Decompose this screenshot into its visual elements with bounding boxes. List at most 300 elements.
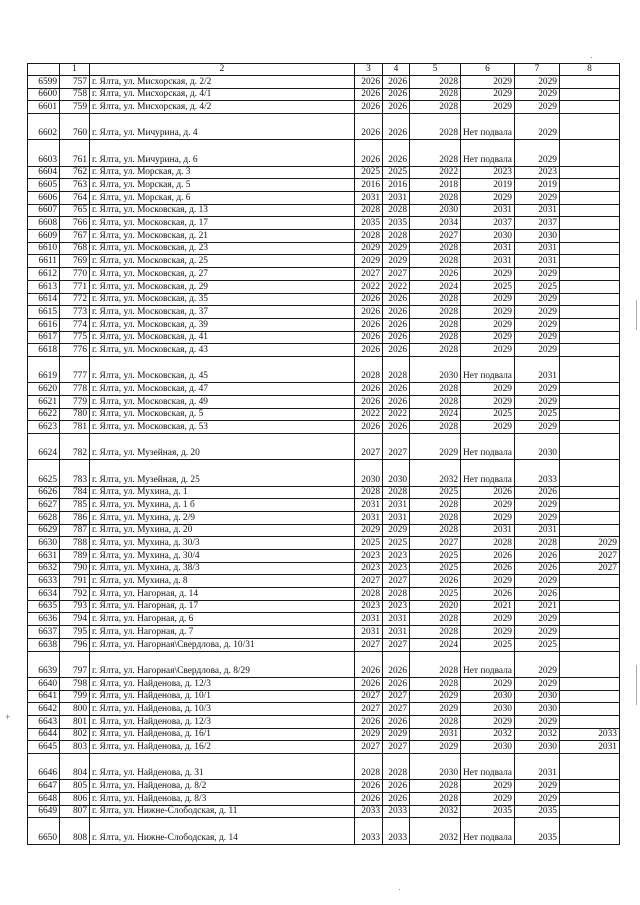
row-number-cell: 6645	[28, 741, 60, 754]
column-4-cell: 2016	[383, 179, 410, 192]
column-5-cell: 2025	[410, 550, 461, 563]
column-5-cell: 2024	[410, 408, 461, 421]
column-7-cell: 2029	[514, 395, 559, 408]
column-4-cell: 2029	[383, 255, 410, 268]
column-4-cell: 2027	[383, 575, 410, 588]
column-8-cell	[559, 242, 619, 255]
column-4-cell: 2026	[383, 395, 410, 408]
row-number-cell: 6606	[28, 192, 60, 205]
address-cell: г. Ялта, ул. Морская, д. 3	[90, 166, 355, 179]
column-3-cell: 2026	[355, 88, 383, 101]
column-6-cell: 2029	[461, 499, 515, 512]
column-7-cell: 2029	[514, 575, 559, 588]
address-cell: г. Ялта, ул. Морская, д. 5	[90, 179, 355, 192]
table-row	[28, 651, 620, 677]
row-number-cell: 6610	[28, 242, 60, 255]
column-6-cell: 2029	[461, 780, 515, 793]
column-3-cell: 2035	[355, 217, 383, 230]
column-3-cell: 2026	[355, 318, 383, 331]
table-row	[28, 421, 620, 434]
column-3-cell: 2026	[355, 651, 383, 677]
building-id-cell: 766	[60, 217, 90, 230]
column-3-cell: 2016	[355, 179, 383, 192]
column-5-cell: 2025	[410, 562, 461, 575]
building-id-cell: 799	[60, 690, 90, 703]
column-4-cell: 2027	[383, 268, 410, 281]
row-number-cell: 6640	[28, 677, 60, 690]
column-6-cell: 2030	[461, 741, 515, 754]
column-5-cell: 2026	[410, 268, 461, 281]
column-6-cell: 2037	[461, 217, 515, 230]
building-id-cell: 768	[60, 242, 90, 255]
row-number-cell: 6641	[28, 690, 60, 703]
column-3-cell: 2023	[355, 550, 383, 563]
row-number-cell: 6615	[28, 306, 60, 319]
building-id-cell: 797	[60, 651, 90, 677]
column-6-cell: 2031	[461, 204, 515, 217]
column-header: 8	[559, 64, 619, 76]
column-7-cell: 2029	[514, 613, 559, 626]
column-7-cell: 2030	[514, 230, 559, 243]
column-5-cell: 2028	[410, 780, 461, 793]
column-4-cell: 2027	[383, 434, 410, 460]
column-6-cell: Нет подвала	[461, 753, 515, 779]
column-3-cell: 2027	[355, 690, 383, 703]
column-7-cell: 2029	[514, 421, 559, 434]
column-8-cell	[559, 792, 619, 805]
column-header: 1	[60, 64, 90, 76]
building-id-cell: 781	[60, 421, 90, 434]
column-7-cell: 2029	[514, 511, 559, 524]
table-row	[28, 242, 620, 255]
table-row	[28, 524, 620, 537]
column-4-cell: 2026	[383, 651, 410, 677]
building-id-cell: 785	[60, 499, 90, 512]
building-id-cell: 780	[60, 408, 90, 421]
address-cell: г. Ялта, ул. Московская, д. 45	[90, 356, 355, 382]
column-5-cell: 2029	[410, 741, 461, 754]
address-cell: г. Ялта, ул. Московская, д. 29	[90, 280, 355, 293]
column-7-cell: 2032	[514, 728, 559, 741]
column-header: 4	[383, 64, 410, 76]
column-6-cell: 2019	[461, 179, 515, 192]
column-3-cell: 2031	[355, 499, 383, 512]
column-header	[28, 64, 60, 76]
column-6-cell: 2029	[461, 715, 515, 728]
column-8-cell	[559, 460, 619, 486]
row-number-cell: 6604	[28, 166, 60, 179]
table-row	[28, 805, 620, 818]
table-row	[28, 511, 620, 524]
row-number-cell: 6612	[28, 268, 60, 281]
column-7-cell: 2029	[514, 306, 559, 319]
column-6-cell: Нет подвала	[461, 140, 515, 166]
address-cell: г. Ялта, ул. Мухина, д. 1 б	[90, 499, 355, 512]
column-4-cell: 2026	[383, 383, 410, 396]
address-cell: г. Ялта, ул. Московская, д. 37	[90, 306, 355, 319]
column-5-cell: 2032	[410, 805, 461, 818]
row-number-cell: 6627	[28, 499, 60, 512]
row-number-cell: 6609	[28, 230, 60, 243]
address-cell: г. Ялта, ул. Мухина, д. 20	[90, 524, 355, 537]
address-cell: г. Ялта, ул. Нижне-Слободская, д. 11	[90, 805, 355, 818]
column-3-cell: 2026	[355, 780, 383, 793]
building-id-cell: 777	[60, 356, 90, 382]
building-id-cell: 761	[60, 140, 90, 166]
column-8-cell	[559, 499, 619, 512]
column-5-cell: 2034	[410, 217, 461, 230]
column-3-cell: 2026	[355, 383, 383, 396]
column-7-cell: 2029	[514, 268, 559, 281]
column-6-cell: 2028	[461, 537, 515, 550]
column-6-cell: 2031	[461, 255, 515, 268]
table-row	[28, 114, 620, 140]
address-cell: г. Ялта, ул. Мухина, д. 8	[90, 575, 355, 588]
column-8-cell	[559, 179, 619, 192]
column-3-cell: 2033	[355, 805, 383, 818]
table-row	[28, 792, 620, 805]
row-number-cell: 6632	[28, 562, 60, 575]
column-6-cell: Нет подвала	[461, 434, 515, 460]
column-6-cell: 2029	[461, 613, 515, 626]
row-number-cell: 6637	[28, 626, 60, 639]
column-4-cell: 2028	[383, 486, 410, 499]
table-row	[28, 306, 620, 319]
column-8-cell	[559, 268, 619, 281]
column-3-cell: 2026	[355, 76, 383, 89]
column-5-cell: 2028	[410, 255, 461, 268]
address-cell: г. Ялта, ул. Московская, д. 53	[90, 421, 355, 434]
column-7-cell: 2029	[514, 101, 559, 114]
row-number-cell: 6614	[28, 293, 60, 306]
column-6-cell: 2031	[461, 524, 515, 537]
column-8-cell	[559, 408, 619, 421]
row-number-cell: 6603	[28, 140, 60, 166]
column-3-cell: 2029	[355, 728, 383, 741]
column-8-cell	[559, 805, 619, 818]
column-6-cell: 2029	[461, 395, 515, 408]
register-table	[27, 63, 620, 845]
column-6-cell: 2025	[461, 638, 515, 651]
column-8-cell	[559, 651, 619, 677]
column-5-cell: 2028	[410, 242, 461, 255]
address-cell: г. Ялта, ул. Московская, д. 49	[90, 395, 355, 408]
column-7-cell: 2029	[514, 76, 559, 89]
column-3-cell: 2026	[355, 421, 383, 434]
building-id-cell: 786	[60, 511, 90, 524]
address-cell: г. Ялта, ул. Музейная, д. 25	[90, 460, 355, 486]
column-7-cell: 2030	[514, 741, 559, 754]
column-7-cell: 2031	[514, 204, 559, 217]
column-4-cell: 2033	[383, 818, 410, 844]
column-8-cell	[559, 166, 619, 179]
building-id-cell: 800	[60, 703, 90, 716]
address-cell: г. Ялта, ул. Нагорная, д. 6	[90, 613, 355, 626]
row-number-cell: 6639	[28, 651, 60, 677]
column-5-cell: 2029	[410, 434, 461, 460]
building-id-cell: 793	[60, 600, 90, 613]
column-8-cell: 2027	[559, 562, 619, 575]
row-number-cell: 6619	[28, 356, 60, 382]
building-id-cell: 765	[60, 204, 90, 217]
address-cell: г. Ялта, ул. Нижне-Слободская, д. 14	[90, 818, 355, 844]
column-4-cell: 2022	[383, 408, 410, 421]
building-id-cell: 767	[60, 230, 90, 243]
column-3-cell: 2031	[355, 613, 383, 626]
column-3-cell: 2027	[355, 703, 383, 716]
column-4-cell: 2026	[383, 306, 410, 319]
column-6-cell: 2032	[461, 728, 515, 741]
building-id-cell: 798	[60, 677, 90, 690]
table-row	[28, 434, 620, 460]
row-number-cell: 6636	[28, 613, 60, 626]
column-7-cell: 2029	[514, 499, 559, 512]
column-8-cell	[559, 114, 619, 140]
column-8-cell	[559, 434, 619, 460]
column-7-cell: 2025	[514, 280, 559, 293]
column-5-cell: 2028	[410, 395, 461, 408]
column-4-cell: 2026	[383, 344, 410, 357]
column-4-cell: 2026	[383, 421, 410, 434]
column-5-cell: 2028	[410, 318, 461, 331]
column-8-cell	[559, 101, 619, 114]
building-id-cell: 772	[60, 293, 90, 306]
column-4-cell: 2029	[383, 242, 410, 255]
table-row	[28, 408, 620, 421]
scan-speck: ·	[590, 52, 593, 62]
column-3-cell: 2028	[355, 356, 383, 382]
address-cell: г. Ялта, ул. Московская, д. 27	[90, 268, 355, 281]
column-4-cell: 2026	[383, 792, 410, 805]
table-row	[28, 356, 620, 382]
building-id-cell: 770	[60, 268, 90, 281]
column-7-cell: 2029	[514, 344, 559, 357]
address-cell: г. Ялта, ул. Московская, д. 13	[90, 204, 355, 217]
table-body	[28, 64, 620, 845]
column-6-cell: 2029	[461, 331, 515, 344]
column-7-cell: 2023	[514, 166, 559, 179]
column-4-cell: 2026	[383, 101, 410, 114]
column-8-cell	[559, 76, 619, 89]
column-4-cell: 2031	[383, 626, 410, 639]
column-8-cell	[559, 511, 619, 524]
building-id-cell: 758	[60, 88, 90, 101]
table-row	[28, 230, 620, 243]
column-3-cell: 2025	[355, 537, 383, 550]
column-header: 7	[514, 64, 559, 76]
column-5-cell: 2028	[410, 344, 461, 357]
building-id-cell: 802	[60, 728, 90, 741]
column-3-cell: 2022	[355, 408, 383, 421]
row-number-cell: 6623	[28, 421, 60, 434]
row-number-cell: 6611	[28, 255, 60, 268]
column-4-cell: 2026	[383, 318, 410, 331]
row-number-cell: 6626	[28, 486, 60, 499]
column-5-cell: 2028	[410, 76, 461, 89]
column-4-cell: 2027	[383, 690, 410, 703]
column-7-cell: 2037	[514, 217, 559, 230]
column-5-cell: 2028	[410, 613, 461, 626]
column-5-cell: 2020	[410, 600, 461, 613]
row-number-cell: 6600	[28, 88, 60, 101]
column-5-cell: 2018	[410, 179, 461, 192]
address-cell: г. Ялта, ул. Музейная, д. 20	[90, 434, 355, 460]
row-number-cell: 6644	[28, 728, 60, 741]
address-cell: г. Ялта, ул. Мухина, д. 38/3	[90, 562, 355, 575]
column-5-cell: 2028	[410, 524, 461, 537]
table-row	[28, 255, 620, 268]
building-id-cell: 807	[60, 805, 90, 818]
building-id-cell: 771	[60, 280, 90, 293]
column-3-cell: 2026	[355, 114, 383, 140]
column-8-cell	[559, 140, 619, 166]
column-3-cell: 2026	[355, 306, 383, 319]
column-5-cell: 2025	[410, 486, 461, 499]
address-cell: г. Ялта, ул. Нагорная\Свердлова, д. 10/31	[90, 638, 355, 651]
column-6-cell: 2029	[461, 421, 515, 434]
address-cell: г. Ялта, ул. Московская, д. 23	[90, 242, 355, 255]
column-7-cell: 2019	[514, 179, 559, 192]
building-id-cell: 789	[60, 550, 90, 563]
column-8-cell	[559, 306, 619, 319]
column-7-cell: 2026	[514, 562, 559, 575]
row-number-cell: 6607	[28, 204, 60, 217]
column-4-cell: 2026	[383, 76, 410, 89]
column-7-cell: 2035	[514, 818, 559, 844]
column-7-cell: 2029	[514, 192, 559, 205]
table-row	[28, 600, 620, 613]
column-6-cell: 2031	[461, 242, 515, 255]
column-6-cell: 2026	[461, 562, 515, 575]
address-cell: г. Ялта, ул. Мухина, д. 1	[90, 486, 355, 499]
address-cell: г. Ялта, ул. Московская, д. 47	[90, 383, 355, 396]
page-edge-mark	[636, 300, 637, 330]
column-8-cell	[559, 613, 619, 626]
column-3-cell: 2027	[355, 638, 383, 651]
column-header: 3	[355, 64, 383, 76]
address-cell: г. Ялта, ул. Мухина, д. 30/3	[90, 537, 355, 550]
table-row	[28, 192, 620, 205]
column-8-cell	[559, 486, 619, 499]
row-number-cell: 6648	[28, 792, 60, 805]
table-row	[28, 741, 620, 754]
column-5-cell: 2032	[410, 818, 461, 844]
scan-speck: +	[5, 712, 11, 722]
row-number-cell: 6633	[28, 575, 60, 588]
column-7-cell: 2029	[514, 780, 559, 793]
address-cell: г. Ялта, ул. Московская, д. 41	[90, 331, 355, 344]
column-4-cell: 2033	[383, 805, 410, 818]
column-4-cell: 2028	[383, 230, 410, 243]
column-7-cell: 2025	[514, 408, 559, 421]
column-5-cell: 2022	[410, 166, 461, 179]
column-5-cell: 2025	[410, 588, 461, 601]
column-3-cell: 2022	[355, 280, 383, 293]
column-6-cell: 2029	[461, 792, 515, 805]
building-id-cell: 783	[60, 460, 90, 486]
column-8-cell	[559, 818, 619, 844]
column-5-cell: 2028	[410, 114, 461, 140]
column-8-cell	[559, 230, 619, 243]
building-id-cell: 774	[60, 318, 90, 331]
row-number-cell: 6622	[28, 408, 60, 421]
row-number-cell: 6635	[28, 600, 60, 613]
column-7-cell: 2026	[514, 550, 559, 563]
column-4-cell: 2025	[383, 166, 410, 179]
column-5-cell: 2026	[410, 575, 461, 588]
column-5-cell: 2027	[410, 230, 461, 243]
column-8-cell	[559, 715, 619, 728]
column-6-cell: 2023	[461, 166, 515, 179]
table-row	[28, 703, 620, 716]
column-6-cell: 2029	[461, 318, 515, 331]
table-row	[28, 383, 620, 396]
building-id-cell: 762	[60, 166, 90, 179]
column-3-cell: 2026	[355, 293, 383, 306]
column-6-cell: 2026	[461, 550, 515, 563]
column-4-cell: 2031	[383, 192, 410, 205]
row-number-cell: 6628	[28, 511, 60, 524]
column-7-cell: 2030	[514, 703, 559, 716]
column-6-cell: 2025	[461, 280, 515, 293]
row-number-cell: 6608	[28, 217, 60, 230]
column-7-cell: 2026	[514, 486, 559, 499]
column-7-cell: 2025	[514, 638, 559, 651]
row-number-cell: 6638	[28, 638, 60, 651]
table-row	[28, 575, 620, 588]
column-3-cell: 2026	[355, 792, 383, 805]
column-3-cell: 2023	[355, 562, 383, 575]
column-6-cell: 2029	[461, 575, 515, 588]
column-3-cell: 2031	[355, 626, 383, 639]
building-id-cell: 788	[60, 537, 90, 550]
header-row	[28, 64, 620, 76]
column-7-cell: 2029	[514, 651, 559, 677]
column-4-cell: 2028	[383, 204, 410, 217]
table-row	[28, 780, 620, 793]
table-row	[28, 293, 620, 306]
table-row	[28, 818, 620, 844]
column-6-cell: Нет подвала	[461, 651, 515, 677]
column-5-cell: 2028	[410, 499, 461, 512]
column-6-cell: 2029	[461, 511, 515, 524]
building-id-cell: 803	[60, 741, 90, 754]
address-cell: г. Ялта, ул. Найденова, д. 8/2	[90, 780, 355, 793]
column-4-cell: 2023	[383, 550, 410, 563]
table-row	[28, 101, 620, 114]
column-5-cell: 2032	[410, 460, 461, 486]
column-8-cell: 2029	[559, 537, 619, 550]
address-cell: г. Ялта, ул. Московская, д. 5	[90, 408, 355, 421]
column-4-cell: 2031	[383, 511, 410, 524]
row-number-cell: 6618	[28, 344, 60, 357]
table-row	[28, 280, 620, 293]
row-number-cell: 6643	[28, 715, 60, 728]
building-id-cell: 764	[60, 192, 90, 205]
address-cell: г. Ялта, ул. Московская, д. 25	[90, 255, 355, 268]
register-sheet	[27, 63, 620, 845]
building-id-cell: 796	[60, 638, 90, 651]
column-8-cell	[559, 588, 619, 601]
column-4-cell: 2027	[383, 703, 410, 716]
column-3-cell: 2027	[355, 575, 383, 588]
row-number-cell: 6601	[28, 101, 60, 114]
row-number-cell: 6620	[28, 383, 60, 396]
column-3-cell: 2026	[355, 677, 383, 690]
column-3-cell: 2029	[355, 524, 383, 537]
address-cell: г. Ялта, ул. Нагорная, д. 7	[90, 626, 355, 639]
column-7-cell: 2026	[514, 588, 559, 601]
